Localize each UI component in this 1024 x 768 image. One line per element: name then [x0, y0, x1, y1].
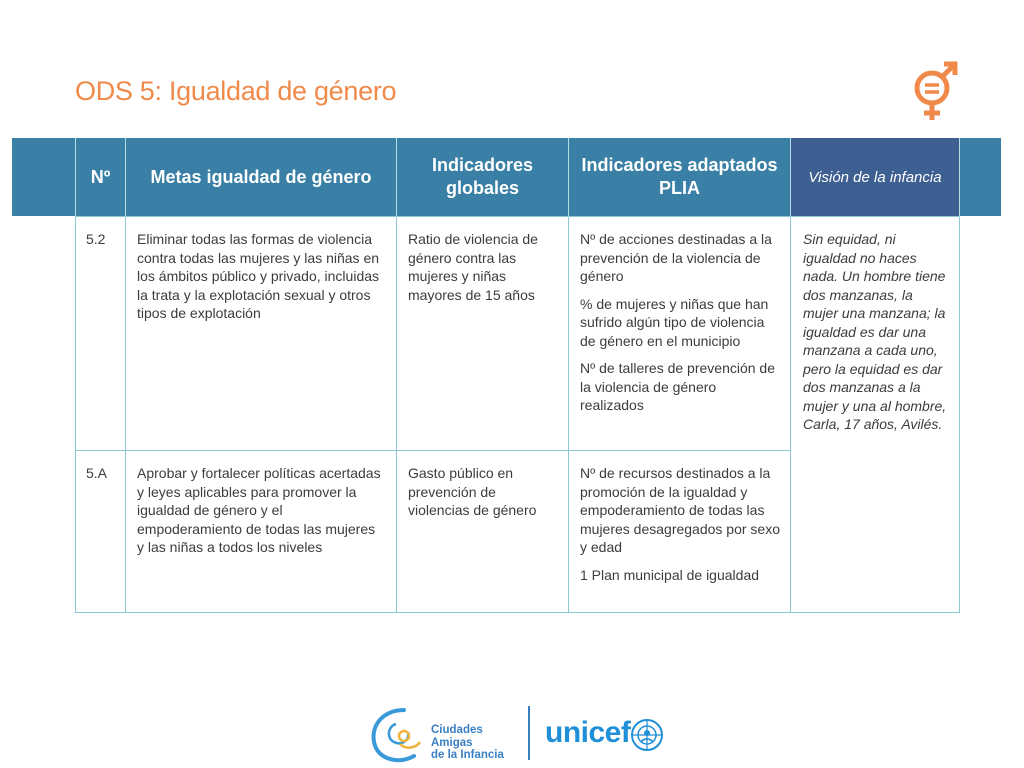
- unicef-emblem-icon: [630, 718, 664, 752]
- plia-indicator: 1 Plan municipal de igualdad: [580, 566, 760, 583]
- row-meta: Eliminar todas las formas de violencia contra todas las mujeres y las niñas en los ámbitos público y privado, incluidas la trata y la explotación sexual y otros tipos de explotación: [126, 217, 397, 451]
- plia-indicator: Nº de talleres de prevención de la violencia de género realizados: [580, 360, 776, 413]
- table-row: [76, 217, 960, 451]
- row-global-indicator: Ratio de violencia de género contra las mujeres y niñas mayores de 15 años: [397, 217, 569, 451]
- ciudades-line: Amigas: [431, 736, 473, 749]
- header-vision: Visión de la infancia: [791, 138, 960, 217]
- row-num: 5.A: [76, 451, 126, 613]
- table-header-row: [76, 138, 960, 217]
- row-meta: Aprobar y fortalecer políticas acertadas y leyes aplicables para promover la igualdad de género y el empoderamiento de todas las mujeres y las niñas a todos los niveles: [126, 451, 397, 613]
- ciudades-line: de la Infancia: [431, 749, 504, 761]
- header-metas: Metas igualdad de género: [126, 138, 397, 217]
- plia-indicator: % de mujeres y niñas que han sufrido algún tipo de violencia de género en el municipio: [580, 295, 769, 349]
- vision-quote: Sin equidad, ni igualdad no haces nada. Un hombre tiene dos manzanas, la mujer una manzana; la igualdad es dar una manzana a cada uno, pero la equidad es dar dos manzanas a la mujer y una al hombre, Carla, 17 años, Avilés.: [791, 217, 960, 613]
- row-num: 5.2: [76, 217, 126, 451]
- ciudades-amigas-wordmark: [431, 724, 504, 762]
- header-globales: Indicadores globales: [397, 138, 569, 217]
- plia-indicator: Nº de recursos destinados a la promoción de la igualdad y empoderamiento de todas las mujeres desagregados por sexo y edad: [580, 465, 781, 555]
- row-plia-indicators: [569, 451, 791, 613]
- row-plia-indicators: [569, 217, 791, 451]
- header-num: Nº: [76, 138, 126, 217]
- unicef-wordmark: unicef: [545, 716, 631, 749]
- gender-equality-icon: [908, 58, 964, 122]
- row-global-indicator: Gasto público en prevención de violencias de género: [397, 451, 569, 613]
- ods-table: [75, 138, 960, 613]
- footer-divider: [528, 706, 530, 760]
- page-title: ODS 5: Igualdad de género: [75, 76, 397, 106]
- plia-indicator: Nº de acciones destinadas a la prevención de la violencia de género: [580, 231, 772, 284]
- ciudades-line: Ciudades: [431, 724, 483, 736]
- header-plia: Indicadores adaptados PLIA: [569, 138, 791, 217]
